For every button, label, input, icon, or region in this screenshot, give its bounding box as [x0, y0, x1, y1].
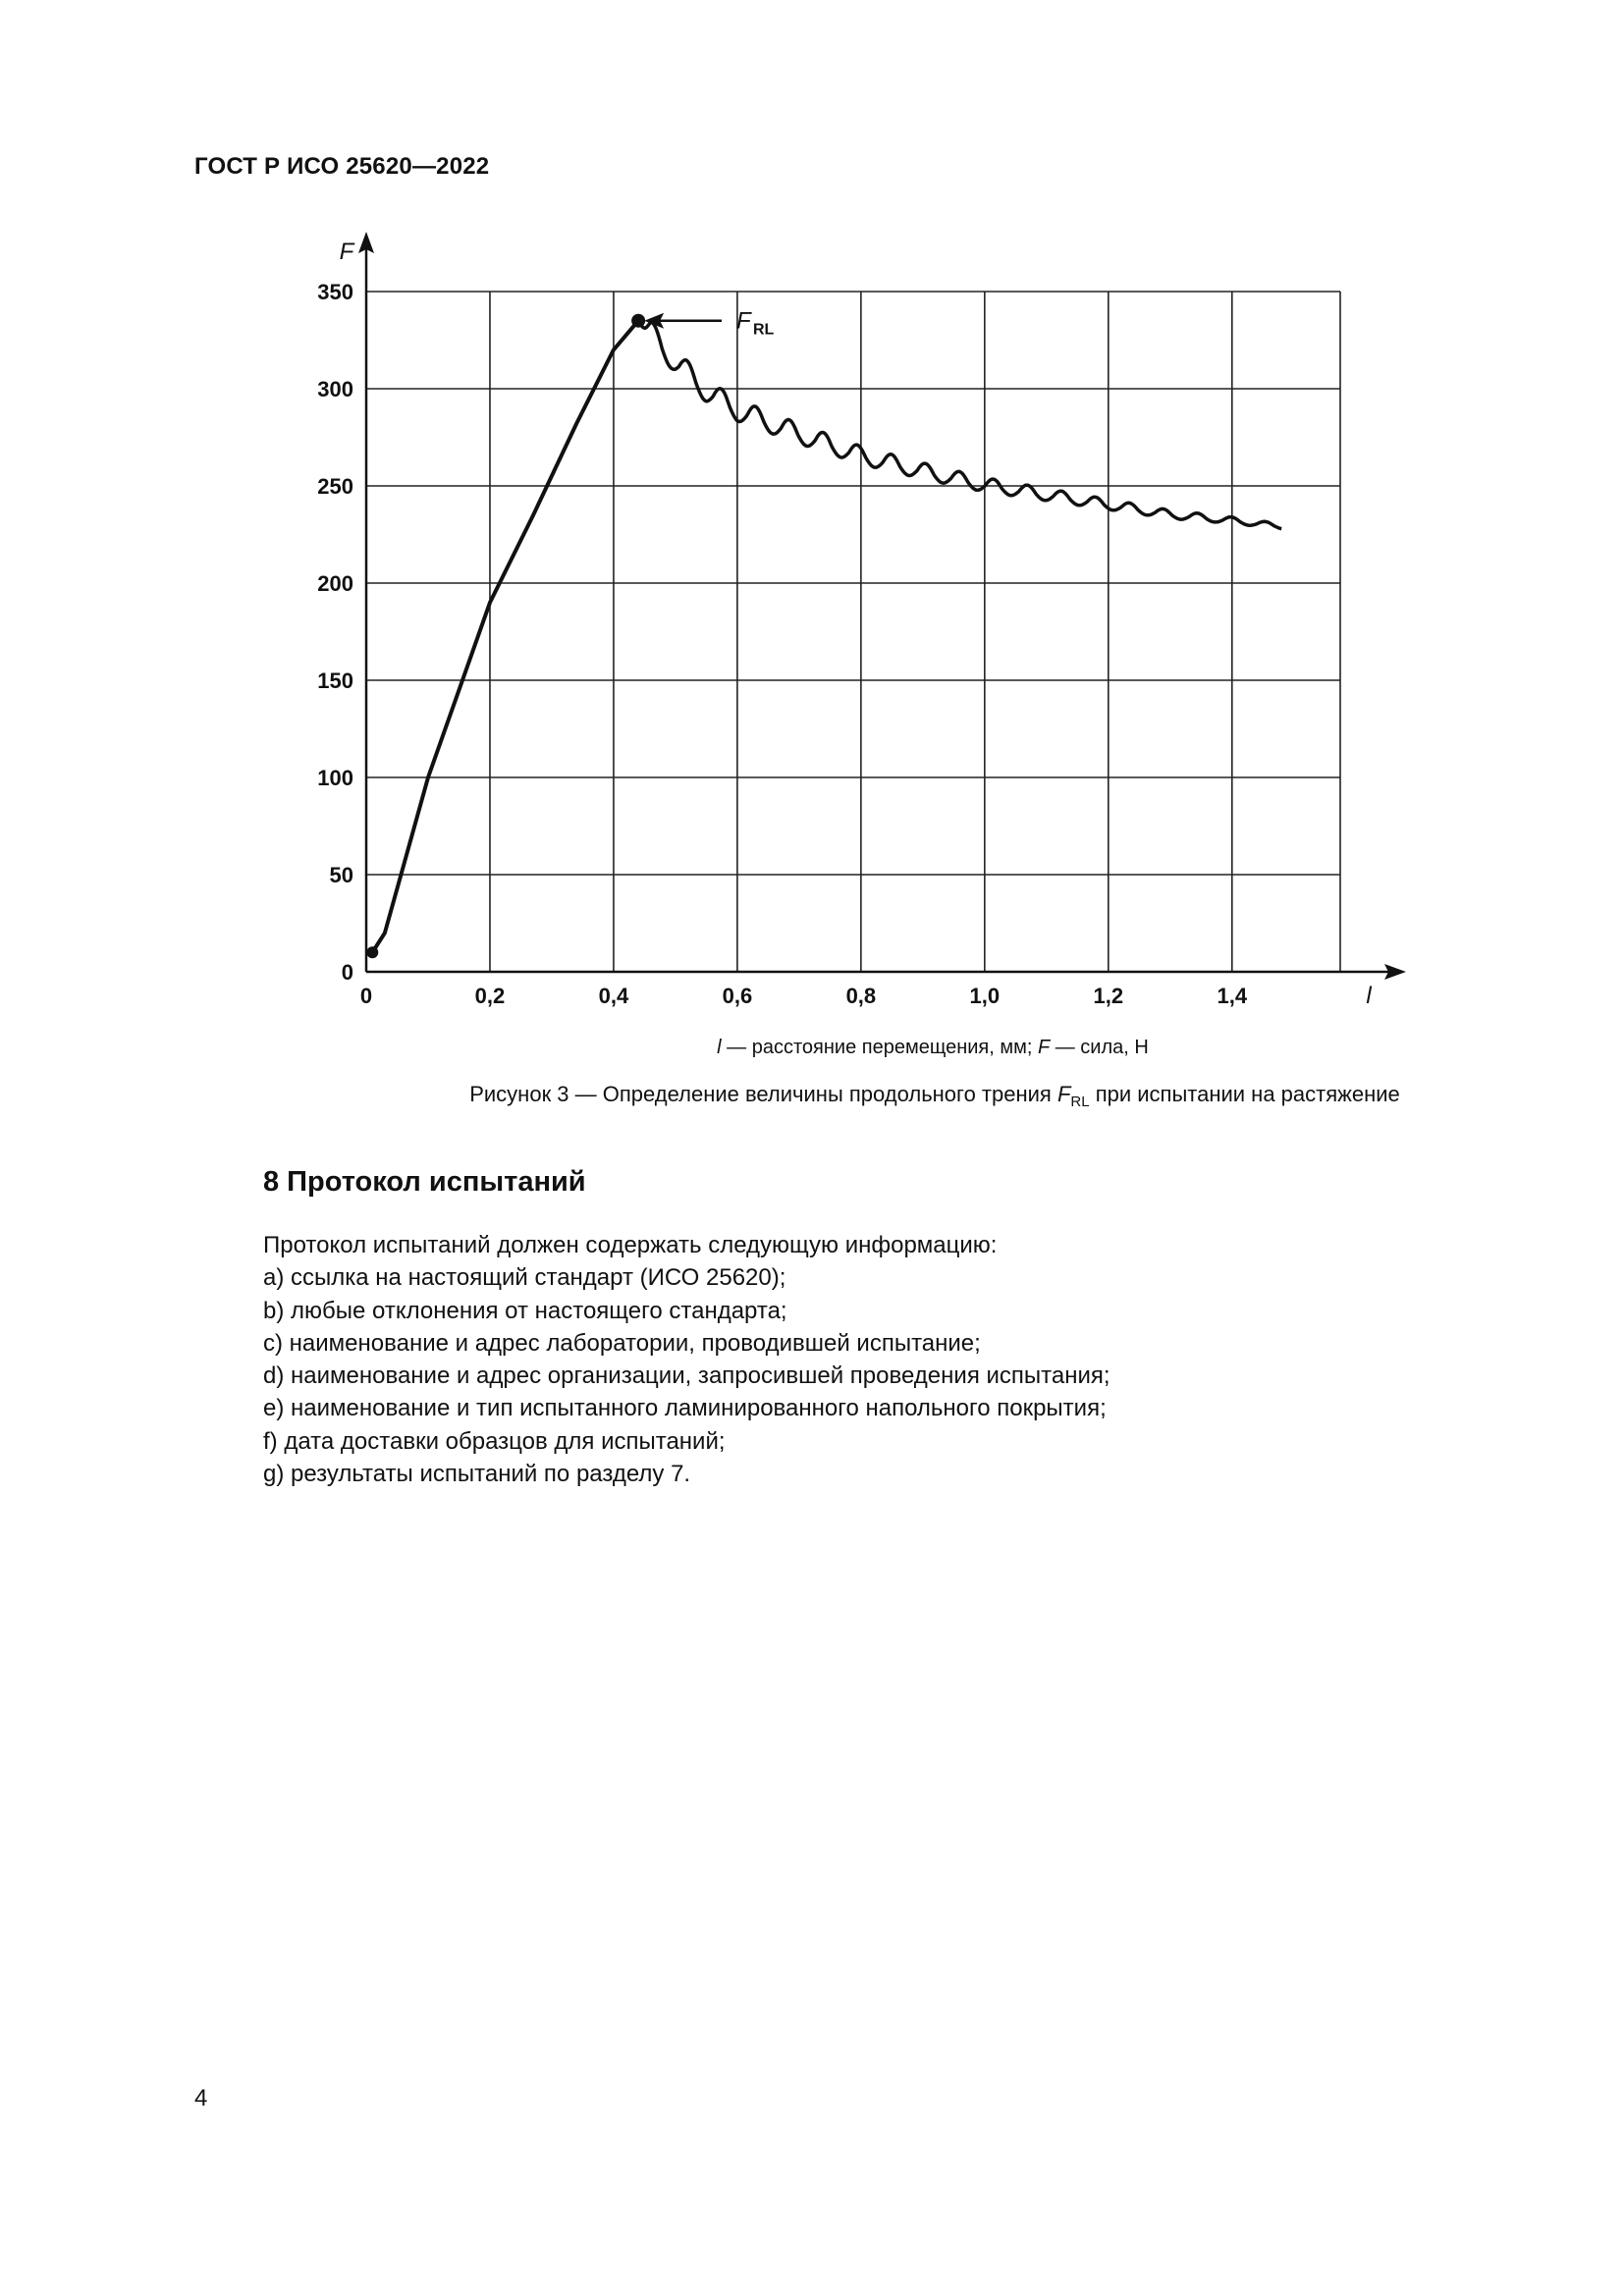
section-title: 8 Протокол испытаний: [263, 1166, 586, 1198]
y-tick-label: 0: [341, 960, 353, 985]
y-tick-label: 250: [317, 474, 353, 499]
curve-decay: [638, 321, 1281, 529]
y-tick-label: 300: [317, 377, 353, 401]
force-displacement-chart: [0, 0, 1624, 1041]
figure-legend: [0, 1037, 1624, 1059]
y-axis-label: F: [339, 239, 354, 265]
y-tick-label: 100: [317, 766, 353, 790]
legend-l-text: — расстояние перемещения, мм;: [721, 1037, 1038, 1058]
list-item: e) наименование и тип испытанного ламинированного напольного покрытия;: [263, 1395, 1107, 1422]
legend-l-symbol: l: [717, 1037, 722, 1058]
caption-before: Рисунок 3 — Определение величины продольного трения: [469, 1082, 1057, 1106]
legend-f-text: — сила, Н: [1050, 1037, 1149, 1058]
curve-rise: [372, 321, 638, 953]
list-item: b) любые отклонения от настоящего стандарта;: [263, 1297, 787, 1324]
annotation-label: F: [736, 307, 751, 335]
caption-symbol: F: [1056, 1082, 1071, 1106]
x-tick-label: 0,2: [474, 984, 506, 1008]
start-point: [366, 946, 378, 958]
caption-after: при испытании на растяжение: [1089, 1082, 1400, 1106]
section-intro: Протокол испытаний должен содержать следующую информацию:: [263, 1232, 998, 1258]
y-tick-label: 150: [317, 668, 353, 693]
page-number: 4: [194, 2085, 208, 2111]
legend-f-symbol: F: [1037, 1037, 1051, 1058]
chart-axes: [340, 232, 1406, 1009]
section-body: [263, 1229, 1110, 1490]
y-tick-label: 50: [329, 863, 353, 887]
x-axis-label: l: [1366, 983, 1372, 1009]
chart-grid: [366, 292, 1340, 972]
caption-sub: RL: [1070, 1094, 1090, 1110]
list-item: g) результаты испытаний по разделу 7.: [263, 1461, 691, 1488]
x-tick-label: 0,4: [598, 984, 629, 1008]
document-header: ГОСТ Р ИСО 25620—2022: [194, 153, 490, 180]
list-item: f) дата доставки образцов для испытаний;: [263, 1427, 726, 1455]
list-item: d) наименование и адрес организации, запросившей проведения испытания;: [263, 1362, 1110, 1390]
list-item: c) наименование и адрес лаборатории, проводившей испытание;: [263, 1329, 981, 1357]
annotation-subscript: RL: [753, 321, 775, 339]
x-tick-label: 1,2: [1093, 984, 1124, 1008]
x-tick-label: 0,8: [845, 984, 877, 1008]
peak-point: [631, 314, 645, 328]
figure-caption: [0, 1082, 1624, 1110]
chart-annotation: [631, 308, 774, 339]
x-tick-label: 0: [359, 984, 373, 1008]
chart-curve: [366, 321, 1281, 959]
y-tick-label: 350: [317, 280, 353, 304]
x-tick-label: 1,4: [1217, 984, 1248, 1008]
x-tick-label: 1,0: [969, 984, 1001, 1008]
list-item: a) ссылка на настоящий стандарт (ИСО 25620);: [263, 1264, 786, 1292]
x-tick-label: 0,6: [722, 984, 753, 1008]
y-tick-label: 200: [317, 571, 353, 596]
